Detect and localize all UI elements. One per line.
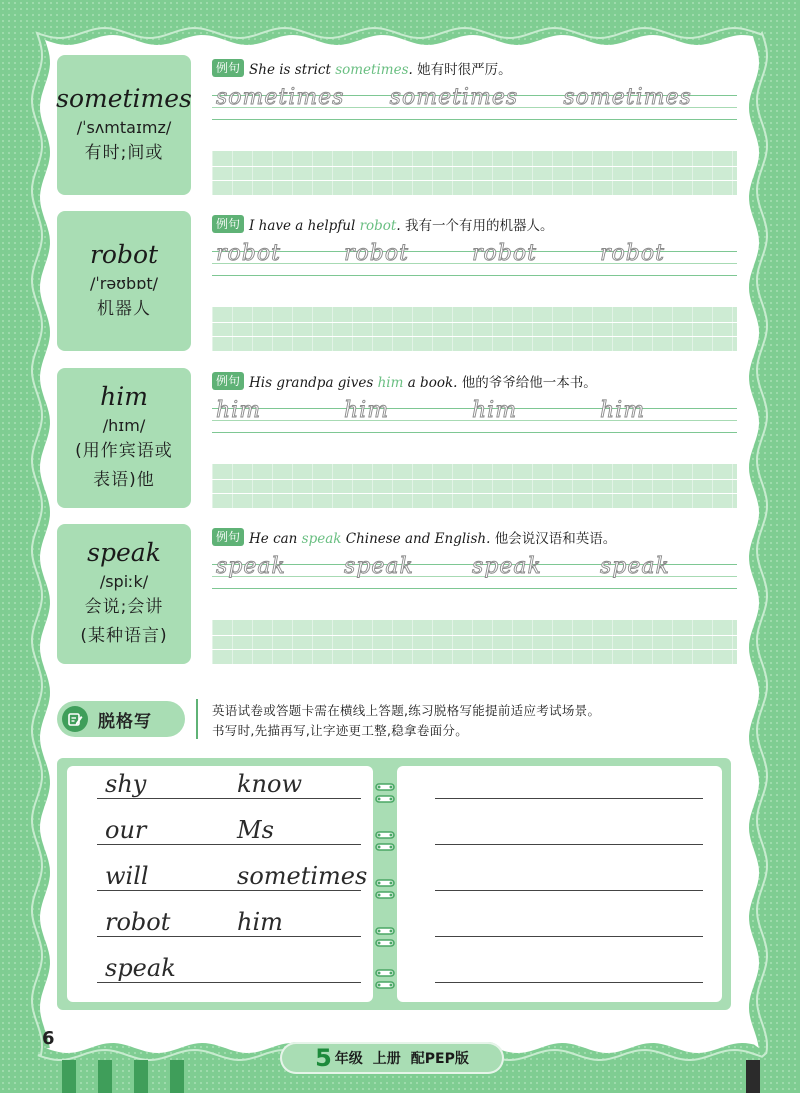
word-entry <box>57 368 737 508</box>
word-entry <box>57 524 737 664</box>
example-sentence <box>212 526 616 548</box>
notebook-line[interactable] <box>435 798 703 799</box>
handwritten-word: robot <box>105 908 171 936</box>
notebook-line[interactable] <box>435 982 703 983</box>
trace-word: speak <box>472 554 542 579</box>
example-tag: 例句 <box>212 215 244 233</box>
word-card <box>57 55 191 195</box>
notebook-right-page <box>397 766 722 1002</box>
example-tag: 例句 <box>212 59 244 77</box>
trace-word: robot <box>344 241 409 266</box>
handwritten-word: him <box>237 908 283 936</box>
handwritten-word: our <box>105 816 147 844</box>
word-entry <box>57 211 737 351</box>
notebook-line[interactable] <box>435 890 703 891</box>
practice-notebook <box>57 758 731 1010</box>
corner-mark <box>746 1060 760 1093</box>
trace-word: sometimes <box>216 85 345 110</box>
word-card <box>57 368 191 508</box>
trace-word: speak <box>216 554 286 579</box>
example-sentence <box>212 370 597 392</box>
word-card <box>57 211 191 351</box>
handwritten-word: will <box>105 862 149 890</box>
word-entry <box>57 55 737 195</box>
example-highlight: sometimes <box>335 62 409 78</box>
tracing-lines <box>212 396 737 444</box>
section-desc-line-2: 书写时,先描再写,让字迹更工整,稳拿卷面分。 <box>212 723 469 738</box>
writing-lines[interactable] <box>212 151 737 195</box>
section-divider <box>196 699 198 739</box>
example-highlight: robot <box>359 218 397 234</box>
notebook-line[interactable] <box>435 844 703 845</box>
handwritten-word: sometimes <box>237 862 368 890</box>
handwritten-word: know <box>237 770 302 798</box>
writing-lines[interactable] <box>212 464 737 508</box>
trace-word: him <box>472 398 518 423</box>
binder-ring-icon <box>375 794 395 804</box>
word-meaning: 机器人 <box>97 298 151 319</box>
example-text-before: His grandpa gives <box>249 375 378 391</box>
vocab-word: him <box>100 382 148 411</box>
example-highlight: him <box>377 375 404 391</box>
example-text-after: . <box>396 218 405 234</box>
section-header-pill <box>57 701 185 737</box>
footer-stripes <box>62 1060 206 1093</box>
binder-ring-icon <box>375 938 395 948</box>
section-description <box>212 701 600 741</box>
notebook-line <box>97 844 361 845</box>
volume-text: 上册 <box>372 1051 401 1067</box>
example-chinese: 他的爷爷给他一本书。 <box>461 375 597 391</box>
notebook-line <box>97 890 361 891</box>
example-tag: 例句 <box>212 372 244 390</box>
example-text-after: Chinese and English. <box>341 531 495 547</box>
trace-word: him <box>600 398 646 423</box>
trace-word: robot <box>600 241 665 266</box>
phonetic: /spiːk/ <box>99 572 149 591</box>
vocab-word: sometimes <box>56 83 192 113</box>
notebook-line <box>97 936 361 937</box>
writing-lines[interactable] <box>212 620 737 664</box>
binder-ring-icon <box>375 980 395 990</box>
word-meaning: 有时;间或 <box>84 142 164 163</box>
word-meaning: (某种语言) <box>80 626 168 646</box>
trace-word: speak <box>600 554 670 579</box>
example-text-before: He can <box>249 531 302 547</box>
word-meaning: 会说;会讲 <box>84 597 164 617</box>
example-sentence <box>212 213 553 235</box>
edition-text: 配PEP版 <box>410 1051 469 1067</box>
handwritten-word: speak <box>105 954 176 982</box>
notebook-line[interactable] <box>435 936 703 937</box>
example-text-before: She is strict <box>249 62 336 78</box>
page-number: 6 <box>42 1028 55 1049</box>
binder-ring-icon <box>375 890 395 900</box>
trace-word: robot <box>472 241 537 266</box>
example-chinese: 她有时很严厉。 <box>417 62 512 78</box>
binder-ring-icon <box>375 968 395 978</box>
example-text-after: a book. <box>403 375 462 391</box>
example-highlight: speak <box>301 531 342 547</box>
binder-ring-icon <box>375 842 395 852</box>
binder-ring-icon <box>375 830 395 840</box>
handwritten-word: shy <box>105 770 147 798</box>
vocab-word: robot <box>89 239 159 269</box>
tracing-lines <box>212 83 737 131</box>
grade-number: 5 <box>315 1044 332 1072</box>
binder-ring-icon <box>375 782 395 792</box>
tracing-lines <box>212 239 737 287</box>
example-chinese: 他会说汉语和英语。 <box>494 531 617 547</box>
trace-word: him <box>344 398 390 423</box>
phonetic: /hɪm/ <box>102 416 146 435</box>
pencil-note-icon <box>62 706 88 732</box>
section-title: 脱格写 <box>98 711 152 732</box>
example-text-before: I have a helpful <box>249 218 360 234</box>
word-meaning: (用作宾语或 <box>75 441 173 461</box>
binder-ring-icon <box>375 926 395 936</box>
example-tag: 例句 <box>212 528 244 546</box>
binder-ring-icon <box>375 878 395 888</box>
tracing-lines <box>212 552 737 600</box>
trace-word: him <box>216 398 262 423</box>
example-text-after: . <box>408 62 418 78</box>
trace-word: speak <box>344 554 414 579</box>
notebook-left-page <box>67 766 373 1002</box>
word-meaning: 表语)他 <box>93 470 155 490</box>
trace-word: sometimes <box>563 85 692 110</box>
section-desc-line-1: 英语试卷或答题卡需在横线上答题,练习脱格写能提前适应考试场景。 <box>212 703 601 718</box>
example-sentence <box>212 57 512 79</box>
word-card <box>57 524 191 664</box>
footer-grade-label <box>280 1042 504 1074</box>
trace-word: robot <box>216 241 281 266</box>
notebook-line <box>97 798 361 799</box>
phonetic: /ˈsʌmtaɪmz/ <box>76 117 172 137</box>
example-chinese: 我有一个有用的机器人。 <box>404 218 554 234</box>
notebook-line <box>97 982 361 983</box>
grade-text: 年级 <box>334 1051 363 1067</box>
trace-word: sometimes <box>389 85 519 110</box>
handwritten-word: Ms <box>237 816 274 844</box>
vocab-word: speak <box>87 538 161 567</box>
writing-lines[interactable] <box>212 307 737 351</box>
phonetic: /ˈrəʊbɒt/ <box>89 273 159 293</box>
